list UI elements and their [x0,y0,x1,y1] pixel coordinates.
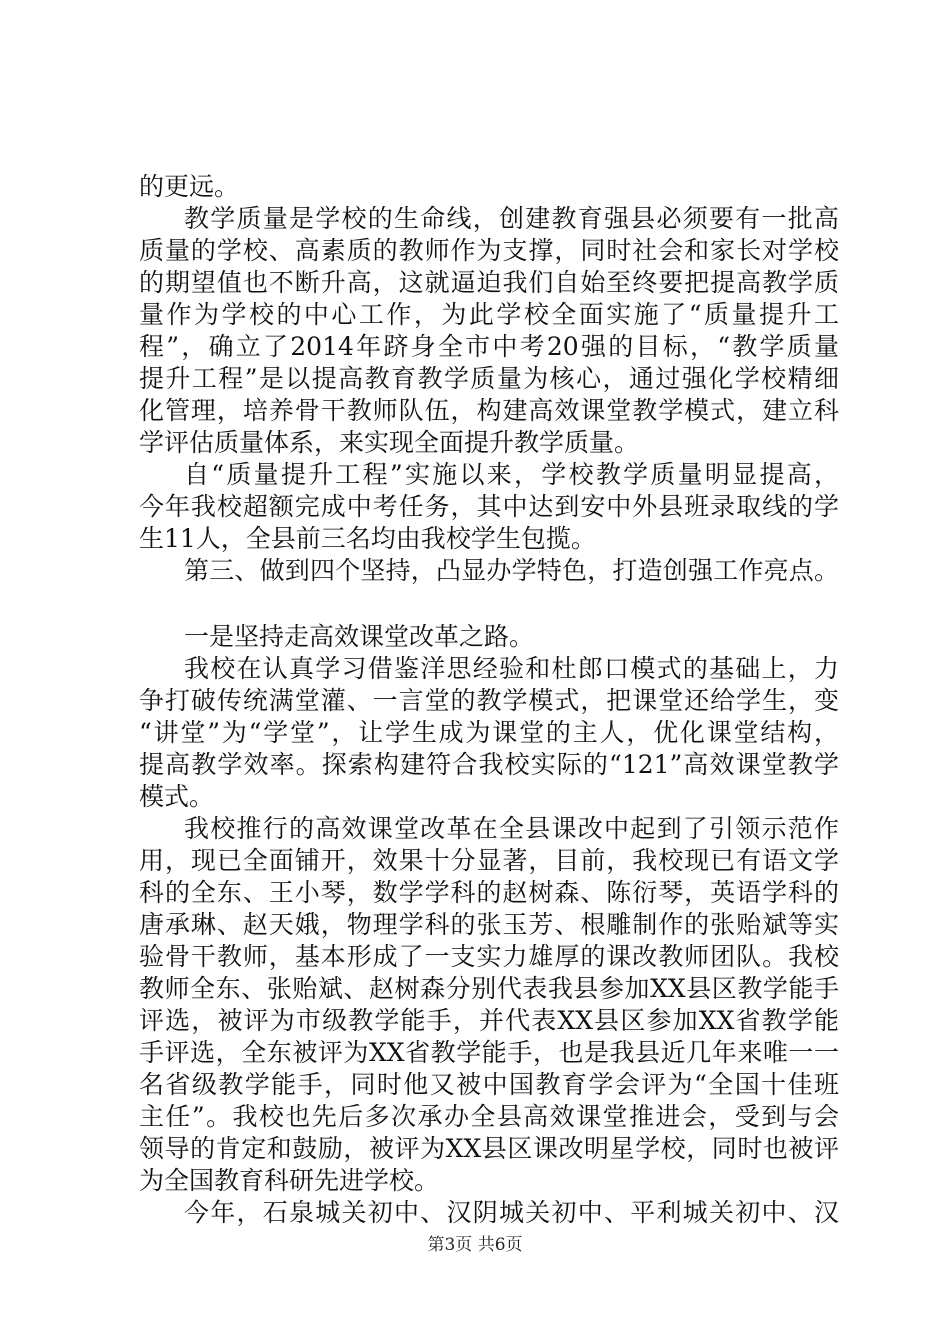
text-line: 唐承琳、赵天娥，物理学科的张玉芳、根雕制作的张贻斌等实 [139,910,839,939]
subsection-heading: 一是坚持走高效课堂改革之路。 [184,622,535,651]
text-line: 用，现已全面铺开，效果十分显著，目前，我校现已有语文学 [139,846,839,875]
text-line: 学评估质量体系，来实现全面提升教学质量。 [139,428,640,457]
text-line: 的更远。 [139,172,240,201]
page-footer: 第3页 共6页 [427,1235,523,1255]
text-line: 提高教学效率。探索构建符合我校实际的“121”高效课堂教学 [139,750,839,779]
paragraph-first-line: 教学质量是学校的生命线，创建教育强县必须要有一批高 [184,204,839,233]
text-line: 质量的学校、高素质的教师作为支撑，同时社会和家长对学校 [139,236,839,265]
text-line: 争打破传统满堂灌、一言堂的教学模式，把课堂还给学生，变 [139,686,839,715]
document-body [139,171,839,1229]
paragraph-first-line: 今年，石泉城关初中、汉阴城关初中、平利城关初中、汉 [184,1198,839,1227]
text-line: 化管理，培养骨干教师队伍，构建高效课堂教学模式，建立科 [139,396,839,425]
text-line: 今年我校超额完成中考任务，其中达到安中外县班录取线的学 [139,492,839,521]
text-line: “讲堂”为“学堂”，让学生成为课堂的主人，优化课堂结构， [139,718,839,747]
text-line: 名省级教学能手，同时他又被中国教育学会评为“全国十佳班 [139,1070,839,1099]
paragraph-first-line: 我校推行的高效课堂改革在全县课改中起到了引领示范作 [184,814,839,843]
text-line: 的期望值也不断升高，这就逼迫我们自始至终要把提高教学质 [139,268,839,297]
paragraph-gap [139,587,839,621]
text-line: 验骨干教师，基本形成了一支实力雄厚的课改教师团队。我校 [139,942,839,971]
paragraph-first-line: 我校在认真学习借鉴洋思经验和杜郎口模式的基础上，力 [184,654,839,683]
text-line: 主任”。我校也先后多次承办全县高效课堂推进会，受到与会 [139,1102,839,1131]
text-line: 教师全东、张贻斌、赵树森分别代表我县参加XX县区教学能手 [139,974,839,1003]
text-line: 提升工程”是以提高教育教学质量为核心，通过强化学校精细 [139,364,839,393]
text-line: 生11人，全县前三名均由我校学生包揽。 [139,524,596,553]
text-line: 模式。 [139,782,215,811]
text-line: 领导的肯定和鼓励，被评为XX县区课改明星学校，同时也被评 [139,1134,839,1163]
text-line: 手评选，全东被评为XX省教学能手，也是我县近几年来唯一一 [139,1038,839,1067]
text-line: 程”，确立了2014年跻身全市中考20强的目标，“教学质量 [139,332,839,361]
text-line: 量作为学校的中心工作，为此学校全面实施了“质量提升工 [139,300,839,329]
text-line: 科的全东、王小琴，数学学科的赵树森、陈衍琴，英语学科的 [139,878,839,907]
text-line: 评选，被评为市级教学能手，并代表XX县区参加XX省教学能 [139,1006,839,1035]
text-line: 为全国教育科研先进学校。 [139,1166,440,1195]
paragraph-first-line: 自“质量提升工程”实施以来，学校教学质量明显提高， [184,460,839,489]
section-heading: 第三、做到四个坚持，凸显办学特色，打造创强工作亮点。 [184,556,839,585]
